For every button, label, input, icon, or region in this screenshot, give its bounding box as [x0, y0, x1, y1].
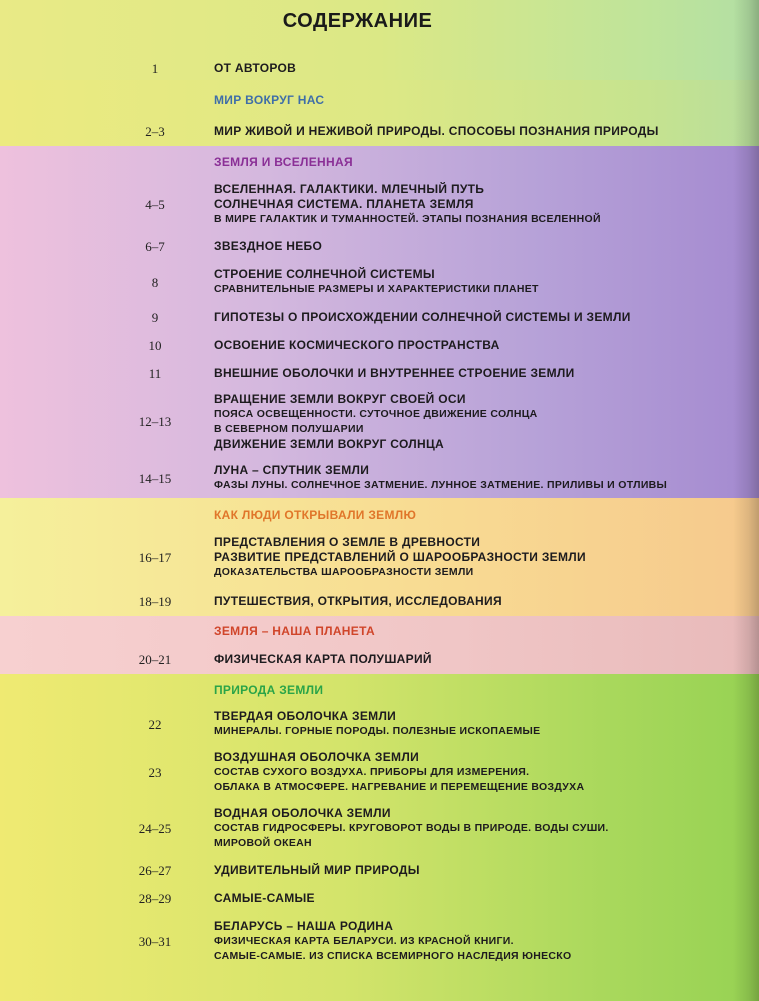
entry-subline: САМЫЕ-САМЫЕ. ИЗ СПИСКА ВСЕМИРНОГО НАСЛЕДИЯ ЮНЕСКО — [214, 950, 572, 962]
page-number: 12–13 — [138, 414, 172, 429]
entry-line: БЕЛАРУСЬ – НАША РОДИНА — [214, 919, 394, 933]
section-heading-earth-and-universe[interactable]: ЗЕМЛЯ И ВСЕЛЕННАЯ — [214, 155, 353, 169]
entry-lines — [214, 709, 734, 739]
page-number: 8 — [151, 275, 159, 290]
entry-line: САМЫЕ-САМЫЕ — [214, 891, 315, 905]
entry-line: ВСЕЛЕННАЯ. ГАЛАКТИКИ. МЛЕЧНЫЙ ПУТЬ — [214, 182, 485, 196]
entry-lines — [214, 182, 734, 227]
entry-lines — [214, 392, 734, 452]
entry-subline: ОБЛАКА В АТМОСФЕРЕ. НАГРЕВАНИЕ И ПЕРЕМЕЩЕНИЕ ВОЗДУХА — [214, 781, 585, 793]
entry-line: ТВЕРДАЯ ОБОЛОЧКА ЗЕМЛИ — [214, 709, 397, 723]
entry-subline: СРАВНИТЕЛЬНЫЕ РАЗМЕРЫ И ХАРАКТЕРИСТИКИ ПЛАНЕТ — [214, 283, 539, 295]
page-number: 18–19 — [138, 594, 172, 609]
entry-line: ОТ АВТОРОВ — [214, 61, 297, 75]
entry-line: ВОЗДУШНАЯ ОБОЛОЧКА ЗЕМЛИ — [214, 750, 419, 764]
page-number: 20–21 — [138, 652, 172, 667]
entry-subline: СОСТАВ СУХОГО ВОЗДУХА. ПРИБОРЫ ДЛЯ ИЗМЕРЕНИЯ. — [214, 766, 530, 778]
entry-lines — [214, 891, 734, 906]
page-number: 6–7 — [145, 239, 165, 254]
entry-lines — [214, 267, 734, 297]
entry-subline: ДОКАЗАТЕЛЬСТВА ШАРООБРАЗНОСТИ ЗЕМЛИ — [214, 566, 474, 578]
entry-line: МИР ЖИВОЙ И НЕЖИВОЙ ПРИРОДЫ. СПОСОБЫ ПОЗНАНИЯ ПРИРОДЫ — [214, 124, 659, 138]
entry-line: СТРОЕНИЕ СОЛНЕЧНОЙ СИСТЕМЫ — [214, 267, 435, 281]
page-number: 9 — [151, 310, 159, 325]
entry-lines — [214, 124, 734, 139]
entry-subline: В СЕВЕРНОМ ПОЛУШАРИИ — [214, 423, 364, 435]
entry-line: ФИЗИЧЕСКАЯ КАРТА ПОЛУШАРИЙ — [214, 652, 432, 666]
page-number: 16–17 — [138, 550, 172, 565]
entry-subline: СОСТАВ ГИДРОСФЕРЫ. КРУГОВОРОТ ВОДЫ В ПРИРОДЕ. ВОДЫ СУШИ. — [214, 822, 609, 834]
page-number: 30–31 — [138, 934, 172, 949]
entry-line: ВОДНАЯ ОБОЛОЧКА ЗЕМЛИ — [214, 806, 391, 820]
entry-subline: МИРОВОЙ ОКЕАН — [214, 837, 312, 849]
entry-lines — [214, 863, 734, 878]
page-number: 10 — [148, 338, 162, 353]
entry-lines — [214, 652, 734, 667]
entry-lines — [214, 239, 734, 254]
page-number: 2–3 — [145, 124, 165, 139]
page-number: 26–27 — [138, 863, 172, 878]
entry-lines — [214, 750, 734, 795]
entry-line: ГИПОТЕЗЫ О ПРОИСХОЖДЕНИИ СОЛНЕЧНОЙ СИСТЕМЫ И ЗЕМЛИ — [214, 310, 631, 324]
entry-lines — [214, 61, 734, 76]
page-number: 4–5 — [145, 197, 165, 212]
entry-subline: ПОЯСА ОСВЕЩЕННОСТИ. СУТОЧНОЕ ДВИЖЕНИЕ СОЛНЦА — [214, 408, 538, 420]
section-heading-world-around-us[interactable]: МИР ВОКРУГ НАС — [214, 93, 325, 107]
entry-line: ПРЕДСТАВЛЕНИЯ О ЗЕМЛЕ В ДРЕВНОСТИ — [214, 535, 481, 549]
entry-line: РАЗВИТИЕ ПРЕДСТАВЛЕНИЙ О ШАРООБРАЗНОСТИ ЗЕМЛИ — [214, 550, 586, 564]
page-number: 14–15 — [138, 471, 172, 486]
entry-lines — [214, 919, 734, 964]
page-number: 11 — [148, 366, 162, 381]
entry-lines — [214, 594, 734, 609]
entry-line: ДВИЖЕНИЕ ЗЕМЛИ ВОКРУГ СОЛНЦА — [214, 437, 445, 451]
entry-lines — [214, 310, 734, 325]
entry-line: СОЛНЕЧНАЯ СИСТЕМА. ПЛАНЕТА ЗЕМЛЯ — [214, 197, 474, 211]
entry-line: УДИВИТЕЛЬНЫЙ МИР ПРИРОДЫ — [214, 863, 420, 877]
page-spine-shadow — [733, 0, 759, 1001]
entry-lines — [214, 463, 734, 493]
entry-line: ПУТЕШЕСТВИЯ, ОТКРЫТИЯ, ИССЛЕДОВАНИЯ — [214, 594, 502, 608]
entry-line: ОСВОЕНИЕ КОСМИЧЕСКОГО ПРОСТРАНСТВА — [214, 338, 500, 352]
page-number: 22 — [148, 717, 162, 732]
entry-subline: ФИЗИЧЕСКАЯ КАРТА БЕЛАРУСИ. ИЗ КРАСНОЙ КНИГИ. — [214, 935, 514, 947]
page-number: 1 — [151, 61, 159, 76]
entry-line: ЛУНА – СПУТНИК ЗЕМЛИ — [214, 463, 370, 477]
entry-line: ВРАЩЕНИЕ ЗЕМЛИ ВОКРУГ СВОЕЙ ОСИ — [214, 392, 466, 406]
entry-line: ЗВЕЗДНОЕ НЕБО — [214, 239, 323, 253]
entry-lines — [214, 535, 734, 580]
entry-line: ВНЕШНИЕ ОБОЛОЧКИ И ВНУТРЕННЕЕ СТРОЕНИЕ ЗЕМЛИ — [214, 366, 575, 380]
entry-lines — [214, 366, 734, 381]
entry-subline: В МИРЕ ГАЛАКТИК И ТУМАННОСТЕЙ. ЭТАПЫ ПОЗНАНИЯ ВСЕЛЕННОЙ — [214, 213, 601, 225]
entry-lines — [214, 338, 734, 353]
page-title: СОДЕРЖАНИЕ — [282, 10, 433, 32]
page-number: 23 — [148, 765, 162, 780]
entry-subline: ФАЗЫ ЛУНЫ. СОЛНЕЧНОЕ ЗАТМЕНИЕ. ЛУННОЕ ЗАТМЕНИЕ. ПРИЛИВЫ И ОТЛИВЫ — [214, 479, 668, 491]
entry-lines — [214, 806, 734, 851]
entry-subline: МИНЕРАЛЫ. ГОРНЫЕ ПОРОДЫ. ПОЛЕЗНЫЕ ИСКОПАЕМЫЕ — [214, 725, 541, 737]
page-number: 24–25 — [138, 821, 172, 836]
section-heading-earth-our-planet[interactable]: ЗЕМЛЯ – НАША ПЛАНЕТА — [214, 624, 375, 638]
section-heading-how-people-discovered-earth[interactable]: КАК ЛЮДИ ОТКРЫВАЛИ ЗЕМЛЮ — [214, 508, 417, 522]
page-number: 28–29 — [138, 891, 172, 906]
section-heading-nature-of-earth[interactable]: ПРИРОДА ЗЕМЛИ — [214, 683, 324, 697]
